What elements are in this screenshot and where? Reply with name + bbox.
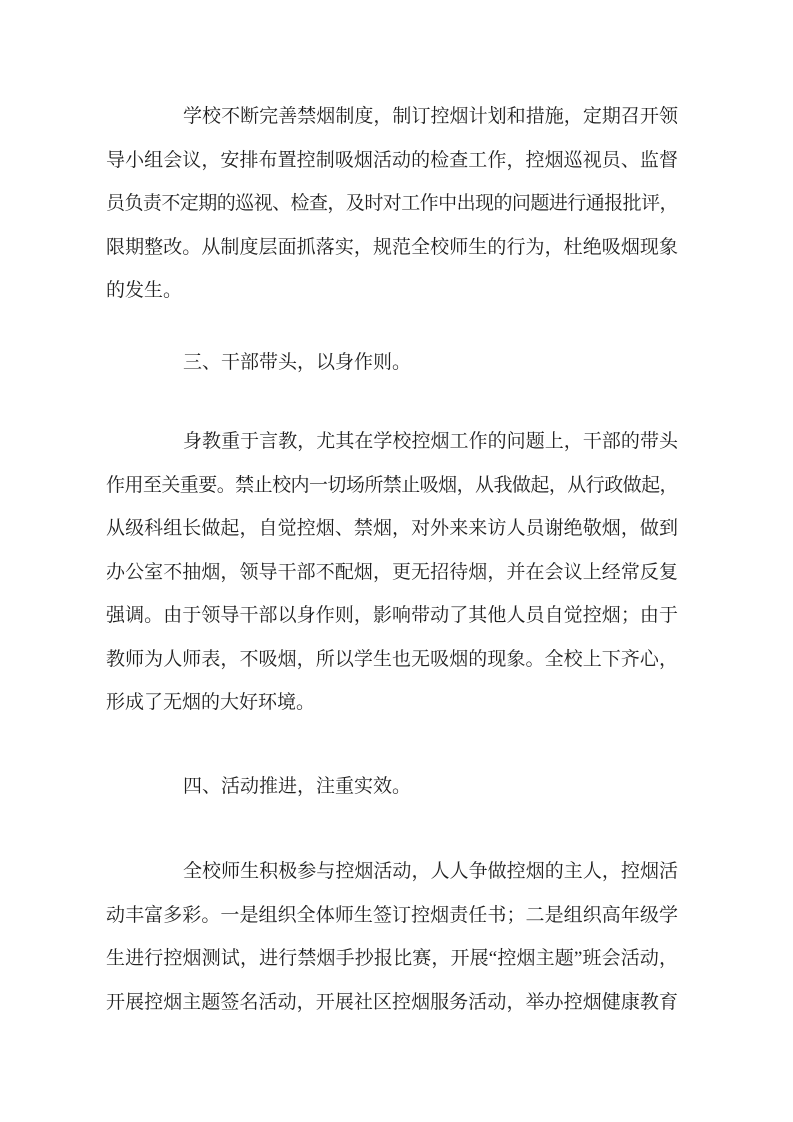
text-line: 生进行控烟测试，进行禁烟手抄报比赛，开展“控烟主题”班会活动，	[106, 948, 678, 969]
text-line: 的发生。	[106, 280, 183, 301]
text-line: 开展控烟主题签名活动，开展社区控烟服务活动，举办控烟健康教育	[106, 991, 678, 1013]
text-line: 动丰富多彩。一是组织全体师生签订控烟责任书；二是组织高年级学	[106, 904, 678, 926]
paragraph-activities-promotion	[106, 850, 678, 1024]
text-line: 作用至关重要。禁止校内一切场所禁止吸烟，从我做起，从行政做起，	[106, 474, 678, 496]
paragraph-cadres-lead-by-example	[106, 420, 678, 725]
text-line: 限期整改。从制度层面抓落实，规范全校师生的行为，杜绝吸烟现象	[106, 236, 678, 258]
text-line: 学校不断完善禁烟制度，制订控烟计划和措施，定期召开领	[183, 106, 678, 127]
text-line: 形成了无烟的大好环境。	[106, 692, 316, 713]
section-heading-four	[106, 765, 678, 809]
section-heading-three	[106, 341, 678, 385]
text-line: 全校师生积极参与控烟活动，人人争做控烟的主人，控烟活	[183, 861, 678, 882]
text-line: 教师为人师表，不吸烟，所以学生也无吸烟的现象。全校上下齐心，	[106, 648, 678, 670]
text-line: 强调。由于领导干部以身作则，影响带动了其他人员自觉控烟；由于	[106, 605, 678, 626]
text-line: 员负责不定期的巡视、检查，及时对工作中出现的问题进行通报批评，	[106, 193, 678, 214]
heading-text: 三、干部带头，以身作则。	[183, 351, 412, 373]
heading-text: 四、活动推进，注重实效。	[183, 775, 412, 797]
text-line: 身教重于言教，尤其在学校控烟工作的问题上，干部的带头	[183, 431, 678, 452]
text-line: 从级科组长做起，自觉控烟、禁烟，对外来来访人员谢绝敬烟，做到	[106, 518, 678, 539]
text-line: 办公室不抽烟，领导干部不配烟，更无招待烟，并在会议上经常反复	[106, 561, 678, 583]
paragraph-smoking-ban-system	[106, 95, 678, 313]
text-line: 导小组会议，安排布置控制吸烟活动的检查工作，控烟巡视员、监督	[106, 149, 678, 171]
